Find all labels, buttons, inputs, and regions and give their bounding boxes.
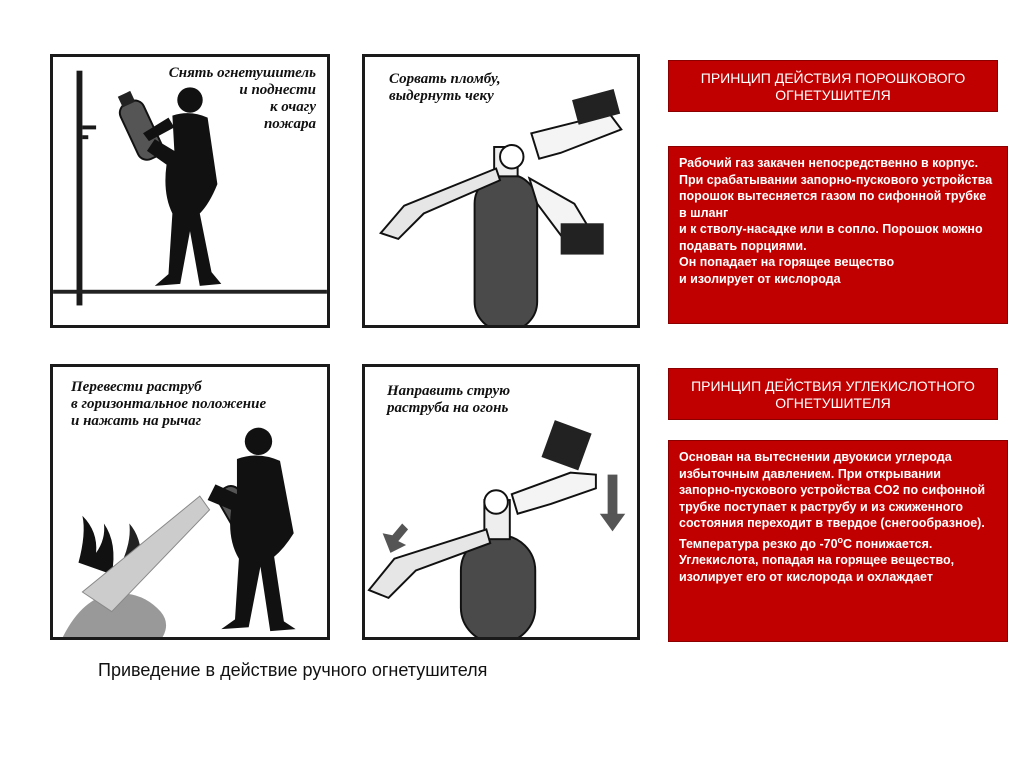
powder-description-box	[668, 146, 1008, 324]
page-caption: Приведение в действие ручного огнетушителя	[98, 660, 488, 680]
powder-line: и изолирует от кислорода	[679, 271, 841, 286]
panel-press-lever	[50, 364, 330, 640]
panel-remove-extinguisher	[50, 54, 330, 328]
panel-direct-stream	[362, 364, 640, 640]
panel-caption: Перевести раструб в горизонтальное положение и нажать на рычаг	[71, 379, 267, 429]
co2-title-box: ПРИНЦИП ДЕЙСТВИЯ УГЛЕКИСЛОТНОГО ОГНЕТУШИТЕЛЯ	[668, 368, 998, 420]
powder-line: Он попадает на горящее вещество	[679, 255, 895, 269]
powder-title-box: ПРИНЦИП ДЕЙСТВИЯ ПОРОШКОВОГО ОГНЕТУШИТЕЛЯ	[668, 60, 998, 112]
powder-line: и к стволу-насадке или в сопло. Порошок можно подавать порциями.	[679, 222, 983, 253]
panel-caption: Снять огнетушитель и поднести к очагу пожара	[168, 65, 316, 132]
panel-caption: Сорвать пломбу, выдернуть чеку	[389, 71, 501, 104]
panel-caption: Направить струю раструба на огонь	[387, 383, 511, 416]
degree-mark: о	[837, 534, 844, 545]
panel-pull-pin	[362, 54, 640, 328]
co2-text-end: С понижается. Углекислота, попадая на горящее вещество, изолирует его от кислорода и охлаждает	[679, 536, 955, 584]
up-arrow-icon	[383, 524, 408, 553]
powder-line: Рабочий газ закачен непосредственно в корпус.	[679, 156, 979, 170]
powder-line: При срабатывании запорно-пускового устройства порошок вытесняется газом по сифонной трубке в шланг	[679, 172, 993, 220]
co2-description-box	[668, 440, 1008, 642]
co2-text: Основан на вытеснении двуокиси углерода избыточным давлением. При открывании запорно-пускового устройства СО2 по сифонной трубке поступает к раструбу и из сжиженного состояния переходит в твердое (снегообразное). Температура резко до -70	[679, 450, 986, 551]
down-arrow-icon	[608, 475, 618, 518]
